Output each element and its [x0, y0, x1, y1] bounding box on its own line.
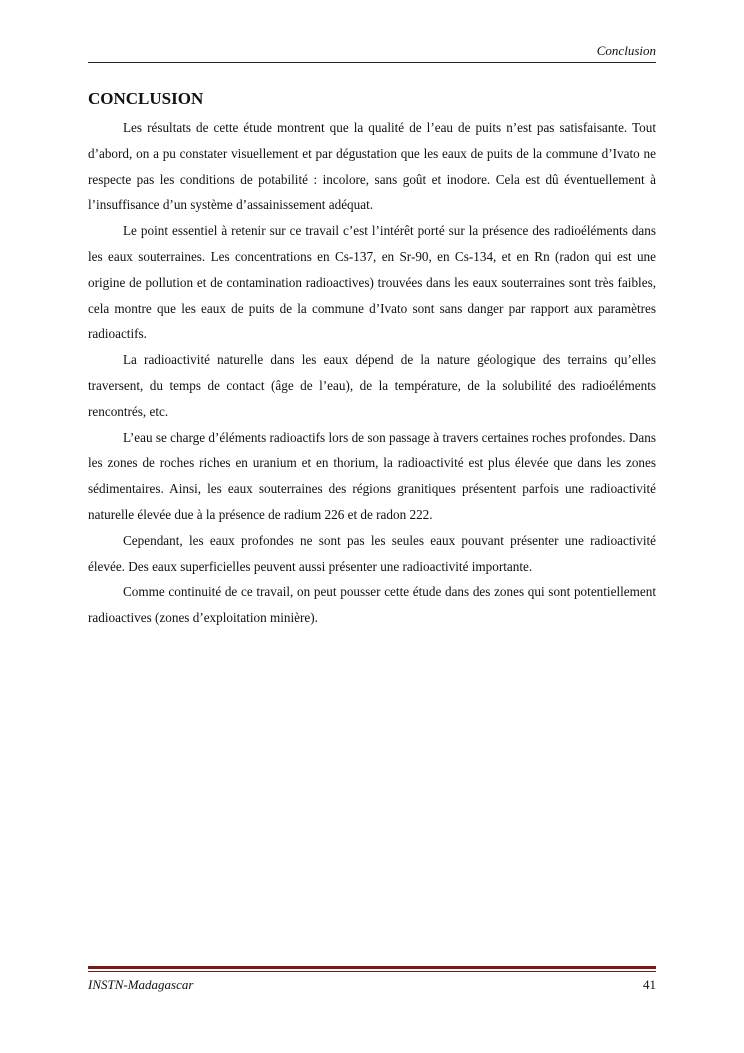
footer-rule	[88, 966, 656, 969]
body-text	[88, 115, 656, 631]
paragraph: Le point essentiel à retenir sur ce travail c’est l’intérêt porté sur la présence des radioéléments dans les eaux souterraines. Les concentrations en Cs-137, en Sr-90, en Cs-134, et en Rn (radon qui est une origine de pollution et de contamination radioactives) trouvées dans les eaux souterraines sont très faibles, cela montre que les eaux de puits de la commune d’Ivato sont sans danger par rapport aux paramètres radioactifs.	[88, 223, 656, 342]
paragraph: L’eau se charge d’éléments radioactifs lors de son passage à travers certaines roches profondes. Dans les zones de roches riches en uranium et en thorium, la radioactivité est plus élevée que dans les zones sédimentaires. Ainsi, les eaux souterraines des régions granitiques présentent parfois une radioactivité naturelle élevée due à la présence de radium 226 et de radon 222.	[88, 429, 656, 522]
paragraph: Cependant, les eaux profondes ne sont pas les seules eaux pouvant présenter une radioactivité élevée. Des eaux superficielles peuvent aussi présenter une radioactivité importante.	[88, 532, 656, 574]
page-number: 41	[643, 977, 656, 992]
footer-rule-thin	[88, 971, 656, 972]
paragraph: Comme continuité de ce travail, on peut pousser cette étude dans des zones qui sont potentiellement radioactives (zones d’exploitation minière).	[88, 584, 656, 626]
paragraph: Les résultats de cette étude montrent que la qualité de l’eau de puits n’est pas satisfaisante. Tout d’abord, on a pu constater visuellement et par dégustation que les eaux de puits de la commune d’Ivato ne respecte pas les conditions de potabilité : incolore, sans goût et inodore. Cela est dû éventuellement à l’insuffisance d’un système d’assainissement adéquat.	[88, 120, 656, 213]
section-title: CONCLUSION	[88, 89, 204, 108]
running-header: Conclusion	[596, 43, 656, 58]
paragraph: La radioactivité naturelle dans les eaux dépend de la nature géologique des terrains qu’elles traversent, du temps de contact (âge de l’eau), de la température, de la solubilité des radioéléments rencontrés, etc.	[88, 352, 656, 419]
header-rule	[88, 62, 656, 63]
footer-institution: INSTN-Madagascar	[88, 977, 194, 992]
